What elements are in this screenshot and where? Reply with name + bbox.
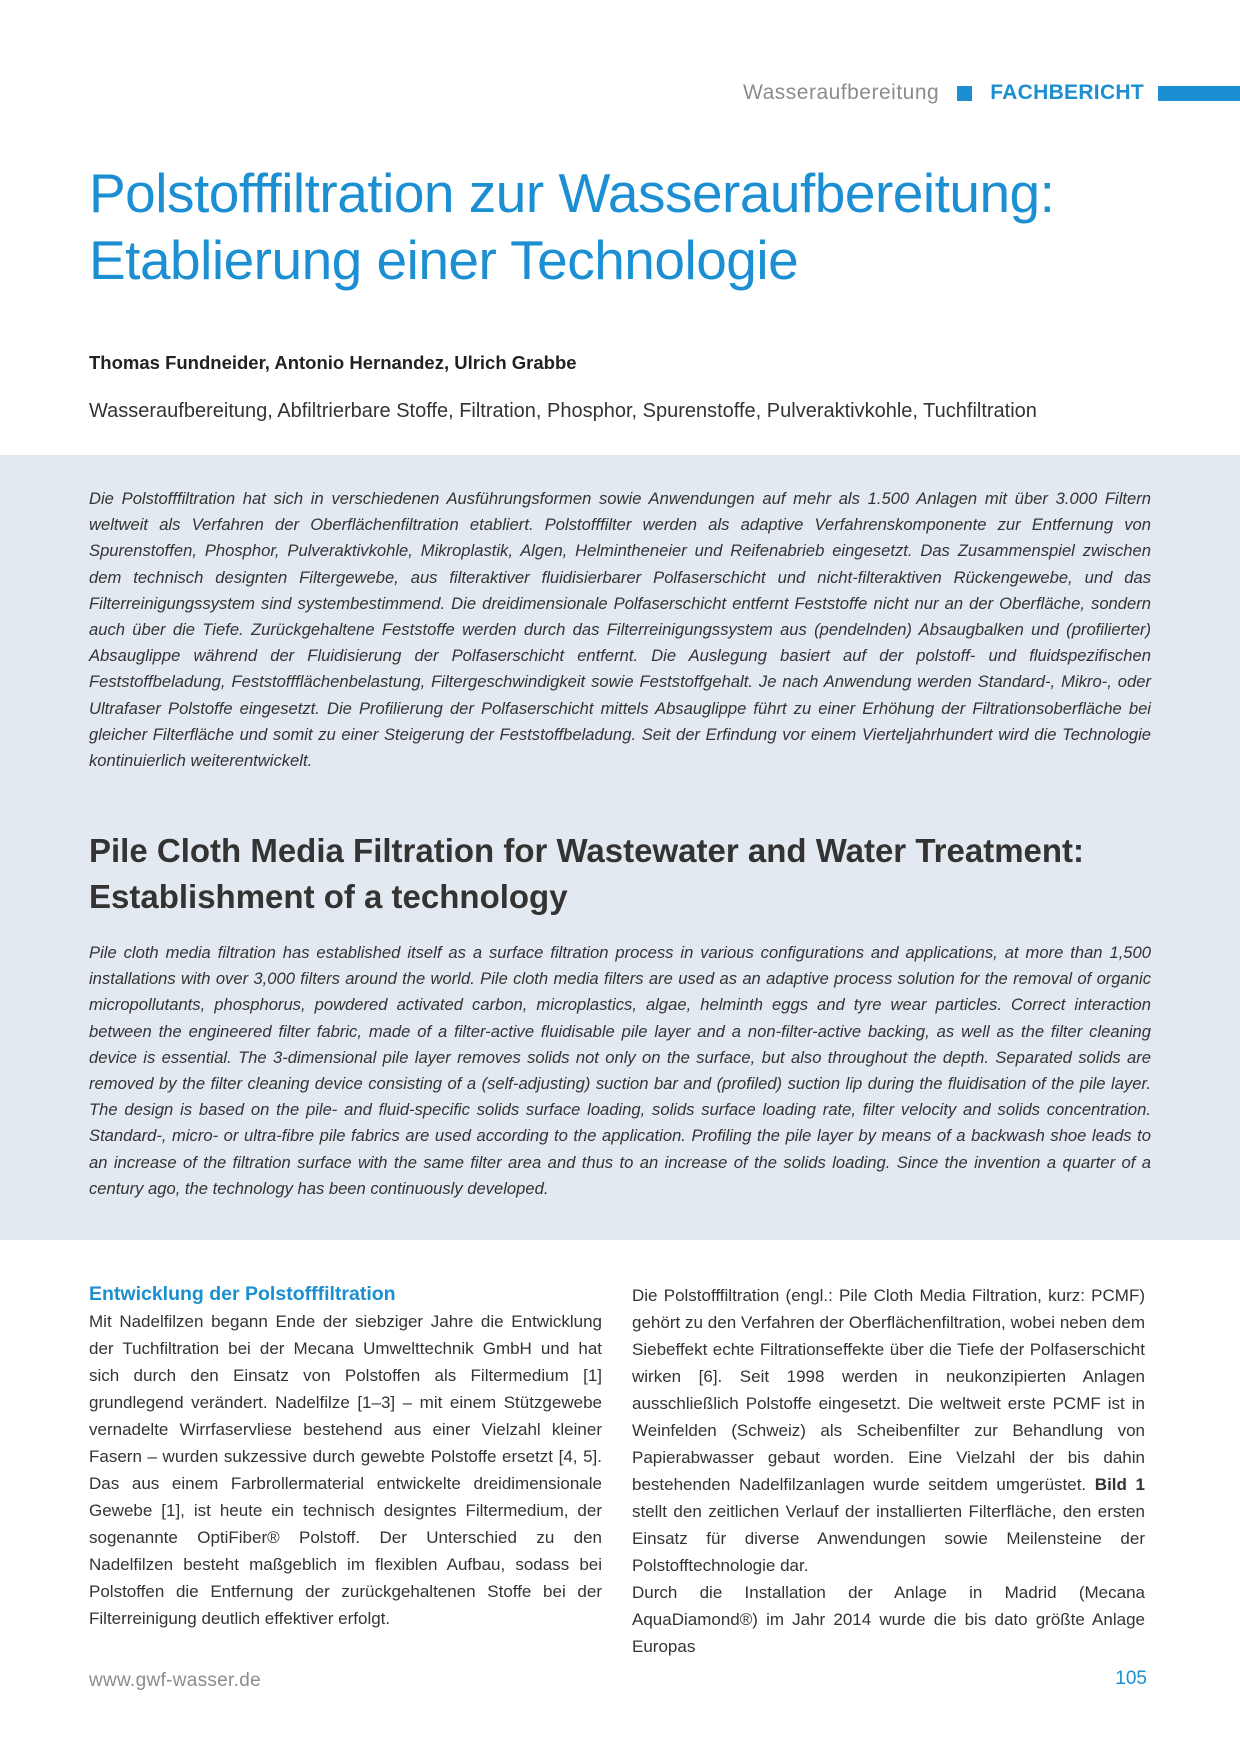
english-title (89, 828, 1084, 920)
body-paragraph-right-1 (632, 1282, 1145, 1579)
authors: Thomas Fundneider, Antonio Hernandez, Ulrich Grabbe (89, 352, 577, 373)
title-line-2: Etablierung einer Technologie (89, 229, 799, 291)
section-heading: Entwicklung der Polstofffiltration (89, 1283, 396, 1305)
keywords: Wasseraufbereitung, Abfiltrierbare Stoffe, Filtration, Phosphor, Spurenstoffe, Pulveraktivkohle, Tuchfiltration (89, 400, 1037, 422)
body-column-right (632, 1282, 1145, 1660)
body-paragraph-right-2: Durch die Installation der Anlage in Madrid (Mecana AquaDiamond®) im Jahr 2014 wurde die bis dato größte Anlage Europas (632, 1583, 1145, 1656)
body-paragraph: Mit Nadelfilzen begann Ende der siebziger Jahre die Entwicklung der Tuchfiltration bei der Mecana Umwelttechnik GmbH und hat sich durch den Einsatz von Polstoffen als Filtermedium [1] grundlegend verändert. Nadelfilze [1–3] – mit einem Stützgewebe vernadelte Wirrfaservliese bestehend aus einer Vielzahl kleiner Fasern – wurden sukzessive durch gewebte Polstoffe ersetzt [4, 5]. Das aus einem Farbrollermaterial entwickelte dreidimensionale Gewebe [1], ist heute ein technisch designtes Filtermedium, der sogenannte OptiFiber® Polstoff. Der Unterschied zu den Nadelfilzen besteht maßgeblich im flexiblen Aufbau, sodass bei Polstoffen die Entfernung der zurückgehaltenen Stoffe bei der Filterreinigung deutlich effektiver erfolgt. (89, 1312, 602, 1628)
body-text: Die Polstofffiltration (engl.: Pile Cloth Media Filtration, kurz: PCMF) gehört zu den Verfahren der Oberflächenfiltration, wobei neben dem Siebeffekt echte Filtrationseffekte über die Tiefe der Polfaserschicht wirken [6]. Seit 1998 werden in neukonzipierten Anlagen ausschließlich Polstoffe eingesetzt. Die weltweit erste PCMF ist in Weinfelden (Schweiz) als Scheibenfilter zur Behandlung von Papierabwasser gebaut worden. Eine Vielzahl der bis dahin bestehenden Nadelfilzanlagen wurde seitdem umgerüstet. (632, 1286, 1145, 1494)
abstract-german: Die Polstofffiltration hat sich in verschiedenen Ausführungsformen sowie Anwendungen auf mehr als 1.500 Anlagen mit über 3.000 Filtern weltweit als Verfahren der Oberflächenfiltration etabliert. Polstofffilter werden als adaptive Verfahrenskomponente zur Entfernung von Spurenstoffen, Phosphor, Pulveraktivkohle, Mikroplastik, Algen, Helmintheneier und Reifenabrieb eingesetzt. Das Zusammenspiel zwischen dem technisch designten Filtergewebe, aus filteraktiver fluidisierbarer Polfaserschicht und nicht-filteraktiven Rückengewebe, und das Filterreinigungssystem sind systembestimmend. Die dreidimensionale Polfaserschicht entfernt Feststoffe nicht nur an der Oberfläche, sondern auch über die Tiefe. Zurückgehaltene Feststoffe werden durch das Filterreinigungssystem aus (pendelnden) Absaugbalken und (profilierter) Absauglippe während der Fluidisierung der Polfaserschicht entfernt. Die Auslegung basiert auf der polstoff- und fluidspezifischen Feststoffbeladung, Feststoffflächenbelastung, Filtergeschwindigkeit sowie Feststoffgehalt. Je nach Anwendung werden Standard-, Mikro-, oder Ultrafaser Polstoffe eingesetzt. Die Profilierung der Polfaserschicht mittels Absauglippe führt zu einer Erhöhung der Filtrationsoberfläche bei gleicher Filterfläche und somit zu einer Steigerung der Feststoffbeladung. Seit der Erfindung vor einem Vierteljahrhundert wird die Technologie kontinuierlich weiterentwickelt. (89, 489, 1151, 771)
article-title (89, 160, 1169, 294)
abstract-english: Pile cloth media filtration has established itself as a surface filtration process in various configurations and applications, at more than 1,500 installations with over 3,000 filters around the world. Pile cloth media filters are used as an adaptive process solution for the removal of organic micropollutants, phosphorus, powdered activated carbon, microplastics, algae, helminth eggs and tyre wear particles. Correct interaction between the engineered filter fabric, made of a filter-active fluidisable pile layer and a non-filter-active backing, as well as the filter cleaning device is essential. The 3-dimensional pile layer removes solids not only on the surface, but also throughout the depth. Separated solids are removed by the filter cleaning device consisting of a (self-adjusting) suction bar and (profiled) suction lip during the fluidisation of the pile layer. The design is based on the pile- and fluid-specific solids surface loading, solids surface loading rate, filter velocity and solids concentration. Standard-, micro- or ultra-fibre pile fabrics are used according to the application. Profiling the pile layer by means of a backwash shoe leads to an increase of the filtration surface with the same filter area and thus to an increase of the solids loading. Since the invention a quarter of a century ago, the technology has been continuously developed. (89, 943, 1151, 1198)
running-head-section: Wasseraufbereitung (743, 81, 940, 104)
page-number: 105 (1115, 1668, 1147, 1689)
title-line-1: Polstofffiltration zur Wasseraufbereitung: (89, 162, 1055, 224)
running-head-label: FACHBERICHT (990, 81, 1144, 104)
body-text: stellt den zeitlichen Verlauf der installierten Filterfläche, den ersten Einsatz für diverse Anwendungen sowie Meilensteine der Polstofftechnologie dar. (632, 1502, 1145, 1575)
square-icon (957, 86, 972, 101)
english-title-line-1: Pile Cloth Media Filtration for Wastewater and Water Treatment: (89, 832, 1085, 869)
figure-reference[interactable]: Bild 1 (1094, 1475, 1145, 1494)
english-title-line-2: Establishment of a technology (89, 878, 568, 915)
body-column-left (89, 1280, 602, 1632)
footer-url[interactable]: www.gwf-wasser.de (89, 1670, 261, 1691)
running-head (743, 80, 1240, 106)
accent-bar (1158, 86, 1240, 101)
